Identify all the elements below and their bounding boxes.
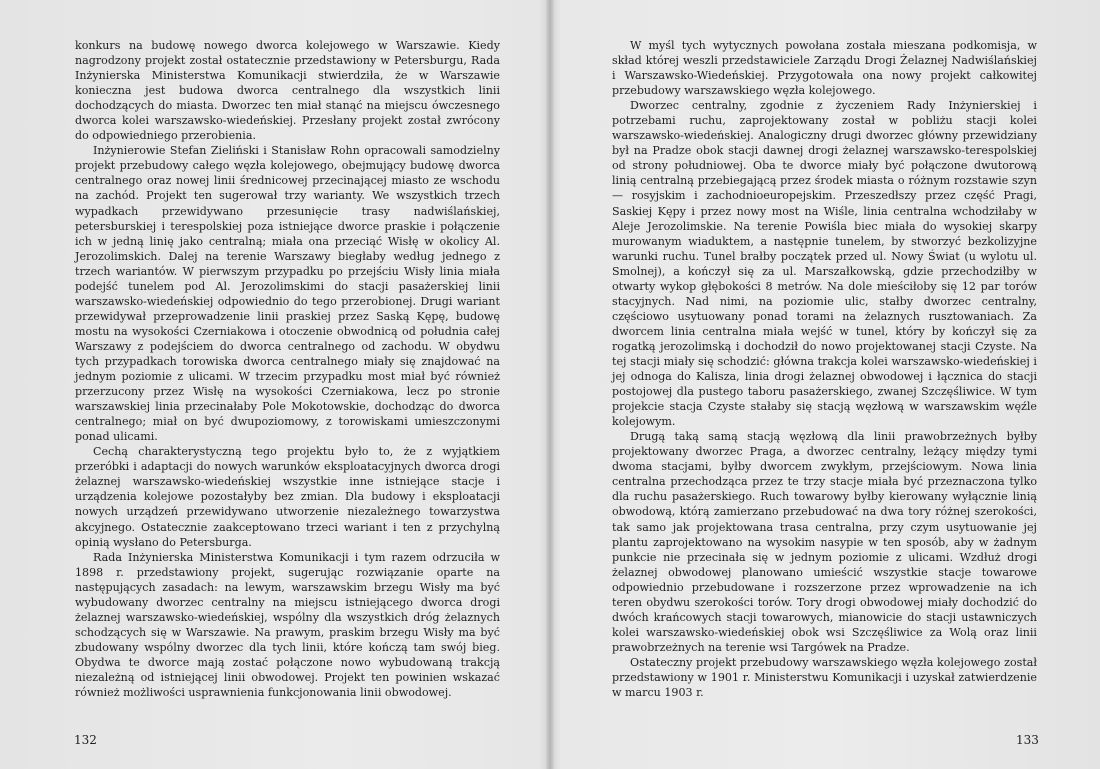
right-paragraph-4: Ostateczny projekt przebudowy warszawskiego węzła kolejowego został przedstawiony w 1901 r. Ministerstwu Komunikacji i uzyskał zatwierdzenie w marcu 1903 r. bbox=[612, 655, 1037, 700]
right-paragraph-3: Drugą taką samą stacją węzłową dla linii prawobrzeżnych byłby projektowany dworzec Praga, a dworzec centralny, leżący między tymi dwoma stacjami, byłby dworcem zwykłym, przejściowym. Nowa linia centralna przechodząca przez te trzy stacje miała być przeznaczona tylko dla ruchu pasażerskiego. Ruch towarowy byłby kierowany wyłącznie linią obwodową, którą zamierzano przebudować na dwa tory różnej szerokości, tak samo jak projektowana trasa centralna, przy czym usytuowanie jej plantu zaprojektowano na wysokim nasypie w ten sposób, aby w żadnym punkcie nie przecinała się w jednym poziomie z ulicami. Wzdłuż drogi żelaznej obwodowej planowano umieścić wszystkie stacje towarowe odpowiednio przebudowane i rozszerzone przez wprowadzenie na ich teren obydwu szerokości torów. Tory drogi obwodowej miały dochodzić do dwóch krańcowych stacji towarowych, mianowicie do stacji ustawniczych kolei warszawsko-wiedeńskiej obok wsi Szczęśliwice za Wolą oraz linii prawobrzeżnych na terenie wsi Targówek na Pradze. bbox=[612, 430, 1037, 654]
left-page-number: 132 bbox=[74, 733, 97, 747]
left-paragraph-1: konkurs na budowę nowego dworca kolejowego w Warszawie. Kiedy nagrodzony projekt został ostatecznie przedstawiony w Petersburgu, Rada Inżynierska Ministerstwa Komunikacji stwierdziła, że w Warszawie konieczna jest budowa dworca centralnego dla wszystkich linii dochodzących do miasta. Dworzec ten miał stanąć na miejscu ówczesnego dworca kolei warszawsko-wiedeńskiej. Przesłany projekt został zwrócony do odpowiedniego przerobienia. bbox=[75, 39, 500, 143]
left-paragraph-4: Rada Inżynierska Ministerstwa Komunikacji i tym razem odrzuciła w 1898 r. przedstawiony projekt, sugerując rozwiązanie oparte na następujących zasadach: na lewym, warszawskim brzegu Wisły ma być wybudowany dworzec centralny na miejscu istniejącego dworca drogi żelaznej warszawsko-wiedeńskiej, wspólny dla wszystkich dróg żelaznych schodzących się w Warszawie. Na prawym, praskim brzegu Wisły ma być zbudowany wspólny dworzec dla tych linii, które kończą tam swój bieg. Obydwa te dworce mają zostać połączone nowo wybudowaną trakcją niezależną od istniejącej linii obwodowej. Projekt ten powinien wskazać również możliwości usprawnienia funkcjonowania linii obwodowej. bbox=[75, 550, 500, 700]
book-gutter bbox=[546, 0, 554, 769]
right-page-text bbox=[612, 38, 1037, 700]
left-paragraph-3: Cechą charakterystyczną tego projektu było to, że z wyjątkiem przeróbki i adaptacji do nowych warunków eksploatacyjnych dworca drogi żelaznej warszawsko-wiedeńskiej wszystkie inne istniejące stacje i urządzenia kolejowe pozostałyby bez zmian. Dla budowy i eksploatacji nowych urządzeń przewidywano utworzenie niezależnego towarzystwa akcyjnego. Ostatecznie zaakceptowano trzeci wariant i ten z przychylną opinią wysłano do Petersburga. bbox=[75, 445, 500, 549]
right-paragraph-2: Dworzec centralny, zgodnie z życzeniem Rady Inżynierskiej i potrzebami ruchu, zaprojektowany został w pobliżu stacji kolei warszawsko-wiedeńskiej. Analogiczny drugi dworzec główny przewidziany był na Pradze obok stacji dawnej drogi żelaznej warszawsko-terespolskiej od strony południowej. Oba te dworce miały być połączone dwutorową linią centralną przebiegającą przez środek miasta o różnym rozstawie szyn — rosyjskim i zachodnioeuropejskim. Przeszedłszy przez część Pragi, Saskiej Kępy i przez nowy most na Wiśle, linia centralna wchodziłaby w Aleje Jerozolimskie. Na terenie Powiśla biec miała do wysokiej skarpy murowanym wiaduktem, a następnie tunelem, by stworzyć bezkolizyjne warunki ruchu. Tunel brałby początek przed ul. Nowy Świat (u wylotu ul. Smolnej), a kończył się za ul. Marszałkowską, gdzie przechodziłby w otwarty wykop głębokości 8 metrów. Na dole mieściłoby się 12 par torów stacyjnych. Nad nimi, na poziomie ulic, stałby dworzec centralny, częściowo usytuowany ponad torami na żelaznych rusztowaniach. Za dworcem linia centralna miała wejść w tunel, który by kończył się za rogatką jerozolimską i dochodził do nowo projektowanej stacji Czyste. Na tej stacji miały się schodzić: główna trakcja kolei warszawsko-wiedeńskiej i jej odnoga do Kalisza, linia drogi żelaznej obwodowej i łącznica do stacji postojowej dla pustego taboru pasażerskiego, zwanej Szczęśliwice. W tym projekcie stacja Czyste stałaby się stacją węzłową w warszawskim węźle kolejowym. bbox=[612, 99, 1037, 429]
right-page-number: 133 bbox=[1016, 733, 1039, 747]
right-paragraph-1: W myśl tych wytycznych powołana została mieszana podkomisja, w skład której weszli przedstawiciele Zarządu Drogi Żelaznej Nadwiślańskiej i Warszawsko-Wiedeńskiej. Przygotowała ona nowy projekt całkowitej przebudowy warszawskiego węzła kolejowego. bbox=[612, 39, 1037, 98]
left-page-text bbox=[75, 38, 500, 700]
left-paragraph-2: Inżynierowie Stefan Zieliński i Stanisław Rohn opracowali samodzielny projekt przebudowy całego węzła kolejowego, obejmujący budowę dworca centralnego oraz nowej linii średnicowej przecinającej miasto ze wschodu na zachód. Projekt ten sugerował trzy warianty. We wszystkich trzech wypadkach przewidywano przesunięcie trasy nadwiślańskiej, petersburskiej i terespolskiej poza istniejące dworce praskie i połączenie ich w jedną linię jako centralną; miała ona przeciąć Wisłę w okolicy Al. Jerozolimskich. Dalej na terenie Warszawy biegłaby według jednego z trzech wariantów. W pierwszym przypadku po przejściu Wisły linia miała podejść tunelem pod Al. Jerozolimskimi do stacji pasażerskiej linii warszawsko-wiedeńskiej odpowiednio do tego przerobionej. Drugi wariant przewidywał przeprowadzenie linii praskiej przez Saską Kępę, budowę mostu na wysokości Czerniakowa i otoczenie obwodnicą od południa całej Warszawy z podejściem do dworca centralnego od zachodu. W obydwu tych przypadkach torowiska dworca centralnego miały się znajdować na jednym poziomie z ulicami. W trzecim przypadku most miał być również przerzucony przez Wisłę na wysokości Czerniakowa, lecz po stronie warszawskiej linia przecinałaby Pole Mokotowskie, dochodząc do dworca centralnego; miał on być dwupoziomowy, z torowiskami umieszczonymi ponad ulicami. bbox=[75, 144, 500, 444]
